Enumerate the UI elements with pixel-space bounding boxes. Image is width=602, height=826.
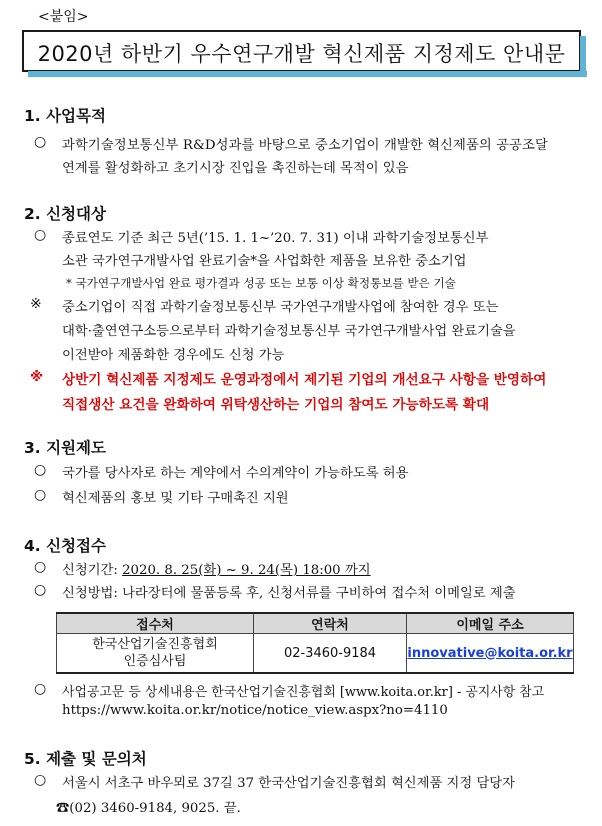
bullet-circle: ○ [34, 582, 47, 598]
notice-url[interactable]: https://www.koita.or.kr/notice/notice_view.aspx?no=4110 [62, 703, 448, 718]
bullet-circle: ○ [34, 134, 47, 150]
section-2-heading: 2. 신청대상 [24, 205, 106, 223]
attachment-tag: <붙임> [38, 9, 89, 25]
s2-note: * 국가연구개발사업 완료 평가결과 성공 또는 보통 이상 확정통보를 받은 기술 [66, 276, 456, 290]
period-label: 신청기간: [62, 563, 123, 578]
table-row [57, 634, 574, 674]
page-title: 2020년 하반기 우수연구개발 혁신제품 지정제도 안내문 [37, 42, 566, 66]
application-period [62, 559, 371, 578]
s2-p2-line1: 중소기업이 직접 과학기술정보통신부 국가연구개발사업에 참여한 경우 또는 [62, 300, 499, 315]
section-4-heading: 4. 신청접수 [24, 537, 106, 555]
s2-line1: 종료연도 기준 최근 5년(’15. 1. 1~’20. 7. 31) 이내 과학기술정보통신부 [62, 231, 489, 246]
period-value: 2020. 8. 25(화) ~ 9. 24(목) 18:00 까지 [122, 563, 371, 578]
s1-line1: 과학기술정보통신부 R&D성과를 바탕으로 중소기업이 개발한 혁신제품의 공공조달 [62, 138, 548, 153]
header-email: 이메일 주소 [407, 613, 574, 634]
contact-table [56, 612, 574, 674]
section-1-heading: 1. 사업목적 [24, 107, 106, 125]
section-5-heading: 5. 제출 및 문의처 [24, 750, 147, 768]
s2-p2-line2: 대학·출연연구소등으로부터 과학기술정보통신부 국가연구개발사업 완료기술을 [62, 324, 516, 339]
s5-line2: ☎(02) 3460-9184, 9025. 끝. [56, 801, 241, 816]
bullet-circle: ○ [34, 772, 47, 788]
s2-p2-line3: 이전받아 제품화한 경우에도 신청 가능 [62, 348, 285, 363]
s2-line2: 소관 국가연구개발사업 완료기술*을 사업화한 제품을 보유한 중소기업 [62, 254, 467, 269]
s3-line1: 국가를 당사자로 하는 계약에서 수의계약이 가능하도록 허용 [62, 466, 409, 481]
s3-line2: 혁신제품의 홍보 및 기타 구매촉진 지원 [62, 491, 289, 506]
reference-mark-red: ※ [30, 369, 44, 385]
s2-highlight-line1: 상반기 혁신제품 지정제도 운영과정에서 제기된 기업의 개선요구 사항을 반영하여 [62, 372, 547, 388]
cell-office [57, 634, 254, 674]
email-link[interactable]: innovative@koita.or.kr [407, 645, 573, 661]
header-phone: 연락처 [254, 613, 407, 634]
bullet-circle: ○ [34, 681, 47, 697]
cell-phone: 02-3460-9184 [254, 634, 407, 674]
bullet-circle: ○ [34, 487, 47, 503]
reference-mark: ※ [30, 296, 42, 312]
title-box [22, 30, 581, 72]
bullet-circle: ○ [34, 227, 47, 243]
bullet-circle: ○ [34, 559, 47, 575]
table-header-row [57, 613, 574, 634]
section-3-heading: 3. 지원제도 [24, 439, 106, 457]
notice-line1: 사업공고문 등 상세내용은 한국산업기술진흥협회 [www.koita.or.kr] - 공지사항 참고 [62, 685, 545, 700]
team-name: 인증심사팀 [123, 654, 187, 669]
org-name: 한국산업기술진흥협회 [92, 637, 218, 652]
s2-highlight-line2: 직접생산 요건을 완화하여 위탁생산하는 기업의 참여도 가능하도록 확대 [62, 397, 490, 413]
s1-line2: 연계를 활성화하고 초기시장 진입을 촉진하는데 목적이 있음 [62, 161, 409, 176]
bullet-circle: ○ [34, 462, 47, 478]
cell-email [407, 634, 574, 674]
header-office: 접수처 [57, 613, 254, 634]
s5-line1: 서울시 서초구 바우뫼로 37길 37 한국산업기술진흥협회 혁신제품 지정 담당자 [62, 776, 515, 791]
application-method: 신청방법: 나라장터에 물품등록 후, 신청서류를 구비하여 접수처 이메일로 제출 [62, 586, 516, 601]
